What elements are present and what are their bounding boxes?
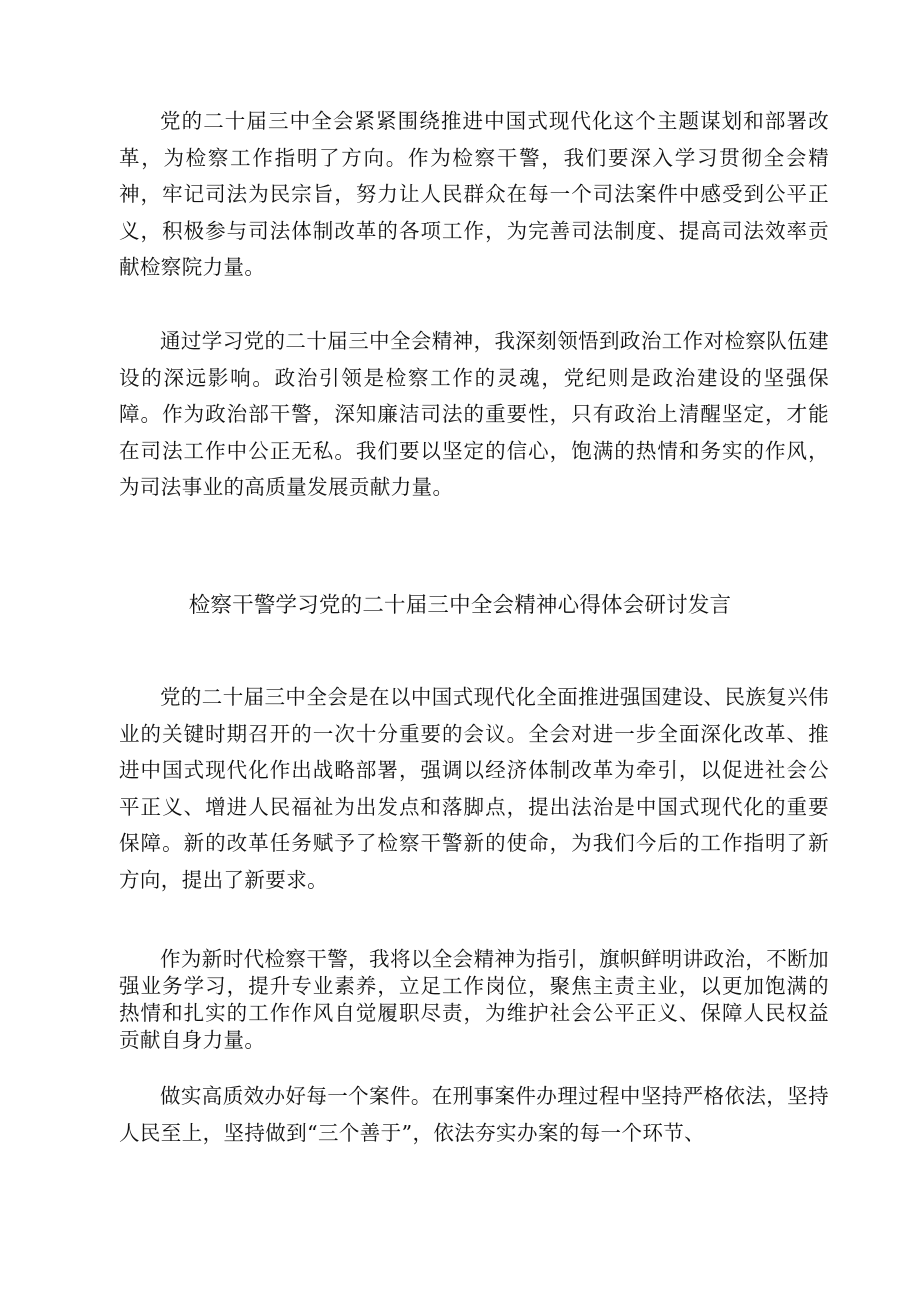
paragraph-2: 通过学习党的二十届三中全会精神，我深刻领悟到政治工作对检察队伍建设的深远影响。政治引领是检察工作的灵魂，党纪则是政治建设的坚强保障。作为政治部干警，深知廉洁司法的重要性，只有政治上清醒坚定，才能在司法工作中公正无私。我们要以坚定的信心，饱满的热情和务实的作风，为司法事业的高质量发展贡献力量。 <box>119 329 829 499</box>
body-paragraph-2: 作为新时代检察干警，我将以全会精神为指引，旗帜鲜明讲政治，不断加强业务学习，提升专业素养，立足工作岗位，聚焦主责主业，以更加饱满的热情和扎实的工作作风自觉履职尽责，为维护社会公平正义、保障人民权益贡献自身力量。 <box>119 947 829 1052</box>
body-paragraph-3: 做实高质效办好每一个案件。在刑事案件办理过程中坚持严格依法，坚持人民至上，坚持做到“三个善于”，依法夯实办案的每一个环节、 <box>119 1084 829 1145</box>
body-paragraph-1: 党的二十届三中全会是在以中国式现代化全面推进强国建设、民族复兴伟业的关键时期召开的一次十分重要的会议。全会对进一步全面深化改革、推进中国式现代化作出战略部署，强调以经济体制改革为牵引，以促进社会公平正义、增进人民福祉为出发点和落脚点，提出法治是中国式现代化的重要保障。新的改革任务赋予了检察干警新的使命，为我们今后的工作指明了新方向，提出了新要求。 <box>119 685 829 892</box>
section-heading: 检察干警学习党的二十届三中全会精神心得体会研讨发言 <box>188 593 732 618</box>
paragraph-1: 党的二十届三中全会紧紧围绕推进中国式现代化这个主题谋划和部署改革，为检察工作指明了方向。作为检察干警，我们要深入学习贯彻全会精神，牢记司法为民宗旨，努力让人民群众在每一个司法案件中感受到公平正义，积极参与司法体制改革的各项工作，为完善司法制度、提高司法效率贡献检察院力量。 <box>119 109 829 279</box>
